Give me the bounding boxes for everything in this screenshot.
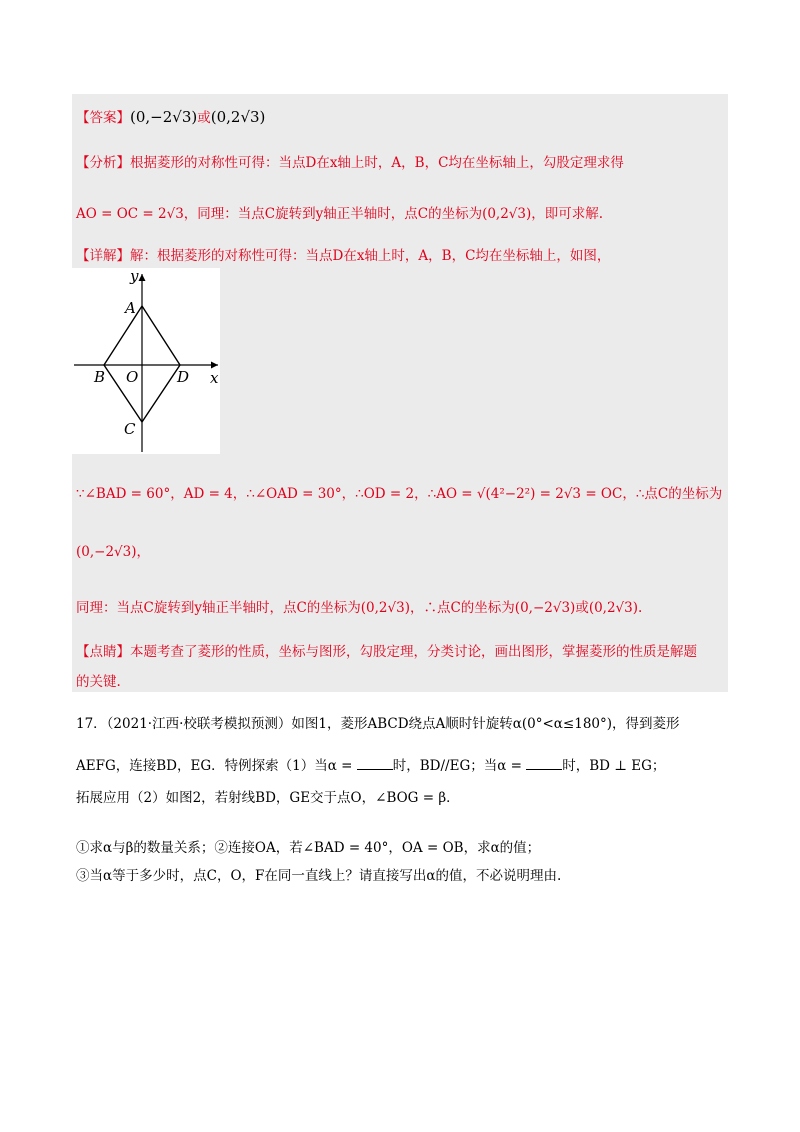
label-O: O <box>126 368 139 386</box>
analysis-text-2: AO = OC = 2√3，同理：当点C旋转到y轴正半轴时，点C的坐标为(0,2√3)，即可求解. <box>76 206 604 222</box>
rhombus-figure <box>72 268 220 454</box>
question-line-5 <box>76 864 561 884</box>
similar-line <box>76 596 642 616</box>
question-text-2a: AEFG，连接BD，EG．特例探索（1）当α = <box>76 758 353 774</box>
detail-text-1: 解：根据菱形的对称性可得：当点D在x轴上时，A，B，C均在坐标轴上，如图， <box>130 248 611 264</box>
comment-text-2: 的关键. <box>76 674 121 690</box>
answer-line <box>76 106 265 126</box>
label-C: C <box>124 420 136 438</box>
analysis-label: 【分析】 <box>76 155 130 171</box>
similar-text: 同理：当点C旋转到y轴正半轴时，点C的坐标为(0,2√3)，∴点C的坐标为(0,−2√3)或(0,2√3). <box>76 600 643 616</box>
question-text-4: ①求α与β的数量关系；②连接OA，若∠BAD = 40°，OA = OB，求α的值； <box>76 840 541 856</box>
label-D: D <box>177 368 190 386</box>
analysis-line-1 <box>76 151 624 171</box>
question-text-1: 17．（2021·江西·校联考模拟预测）如图1，菱形ABCD绕点A顺时针旋转α(0°<α≤180°)，得到菱形 <box>76 716 680 732</box>
rhombus-diagram <box>72 268 220 454</box>
calc-line <box>76 482 722 502</box>
detail-line-1 <box>76 244 610 264</box>
blank-2 <box>526 757 562 770</box>
comment-label: 【点睛】 <box>76 644 130 660</box>
answer-or: 或 <box>197 110 211 126</box>
comment-text-1: 本题考查了菱形的性质，坐标与图形，勾股定理，分类讨论，画出图形，掌握菱形的性质是解题 <box>130 644 697 660</box>
question-line-1 <box>76 712 680 732</box>
analysis-text-1: 根据菱形的对称性可得：当点D在x轴上时，A，B，C均在坐标轴上，勾股定理求得 <box>130 155 624 171</box>
comment-line-2 <box>76 670 121 690</box>
label-B: B <box>94 368 106 386</box>
label-y: y <box>130 268 139 285</box>
analysis-line-2 <box>76 202 603 222</box>
blank-1 <box>357 757 393 770</box>
calc-text: ∵∠BAD = 60°，AD = 4，∴∠OAD = 30°，∴OD = 2，∴AO = √(4²−2²) = 2√3 = OC，∴点C的坐标为 <box>76 486 723 502</box>
label-A: A <box>125 299 136 317</box>
question-text-3: 拓展应用（2）如图2，若射线BD，GE交于点O，∠BOG = β． <box>76 790 460 806</box>
answer-value-1: (0,−2√3) <box>130 108 198 126</box>
question-line-3 <box>76 786 460 806</box>
question-text-2c: 时，BD ⊥ EG； <box>562 758 666 774</box>
question-text-5: ③当α等于多少时，点C，O，F在同一直线上？请直接写出α的值，不必说明理由. <box>76 868 562 884</box>
question-line-2 <box>76 754 665 774</box>
label-x: x <box>210 369 219 387</box>
answer-label: 【答案】 <box>76 110 130 126</box>
question-line-4 <box>76 836 540 856</box>
answer-value-2: (0,2√3) <box>210 108 266 126</box>
question-text-2b: 时，BD//EG；当α = <box>392 758 522 774</box>
calc-text-cont: (0,−2√3)， <box>76 544 151 560</box>
detail-label: 【详解】 <box>76 248 130 264</box>
comment-line-1 <box>76 640 697 660</box>
calc-line-cont <box>76 540 150 560</box>
